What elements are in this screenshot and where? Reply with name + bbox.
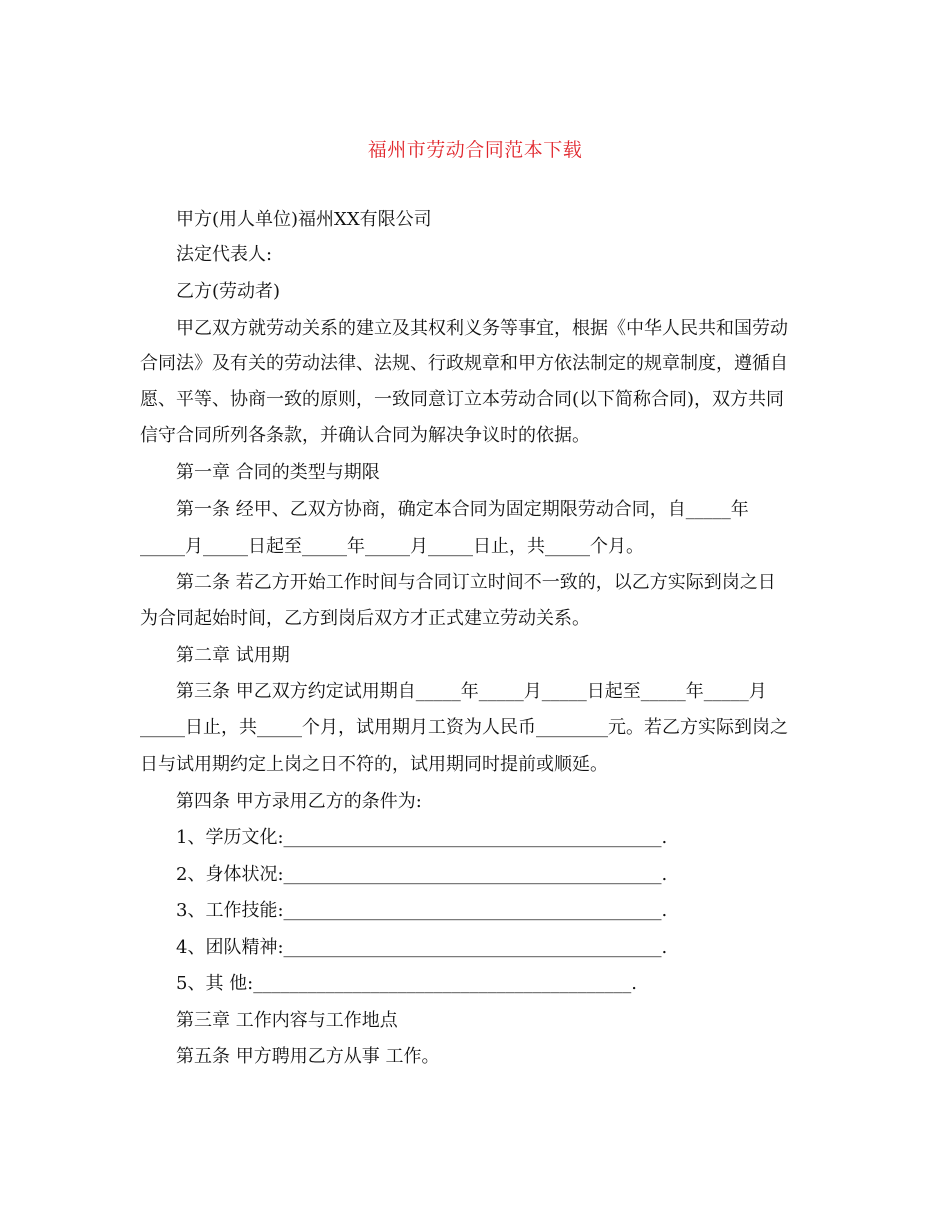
chapter-heading: 第三章 工作内容与工作地点 [176,1010,398,1031]
party-a-line: 甲方(用人单位)福州XX有限公司 [176,209,432,230]
article-line: _____日止，共_____个月，试用期月工资为人民币________元。若乙方实际到岗之 [140,717,788,738]
preamble-line: 合同法》及有关的劳动法律、法规、行政规章和甲方依法制定的规章制度，遵循自 [140,353,788,374]
preamble-line: 甲乙双方就劳动关系的建立及其权利义务等事宜，根据《中华人民共和国劳动 [176,318,788,339]
document-title: 福州市劳动合同范本下载 [367,139,583,161]
condition-item: 4、团队精神:__________________________________________. [176,937,668,958]
article-line: 第四条 甲方录用乙方的条件为: [176,791,422,812]
condition-item: 5、其 他:__________________________________________. [176,973,637,994]
chapter-heading: 第一章 合同的类型与期限 [176,462,380,483]
article-line: 为合同起始时间，乙方到岗后双方才正式建立劳动关系。 [140,608,590,629]
party-b-line: 乙方(劳动者) [176,281,281,302]
article-line: 日与试用期约定上岗之日不符的，试用期同时提前或顺延。 [140,754,608,775]
article-line: _____月_____日起至_____年_____月_____日止，共_____个月。 [140,536,644,557]
article-line: 第五条 甲方聘用乙方从事 工作。 [176,1046,440,1067]
condition-item: 1、学历文化:__________________________________________. [176,827,668,848]
article-line: 第三条 甲乙双方约定试用期自_____年_____月_____日起至_____年_____月 [176,681,767,702]
chapter-heading: 第二章 试用期 [176,645,290,666]
legal-representative-line: 法定代表人: [176,244,273,265]
condition-item: 3、工作技能:__________________________________________. [176,900,668,921]
article-line: 第一条 经甲、乙双方协商，确定本合同为固定期限劳动合同，自_____年 [176,499,749,520]
preamble-line: 信守合同所列各条款，并确认合同为解决争议时的依据。 [140,425,590,446]
article-line: 第二条 若乙方开始工作时间与合同订立时间不一致的，以乙方实际到岗之日 [176,572,776,593]
preamble-line: 愿、平等、协商一致的原则，一致同意订立本劳动合同(以下简称合同)，双方共同 [140,389,785,410]
condition-item: 2、身体状况:__________________________________________. [176,864,668,885]
